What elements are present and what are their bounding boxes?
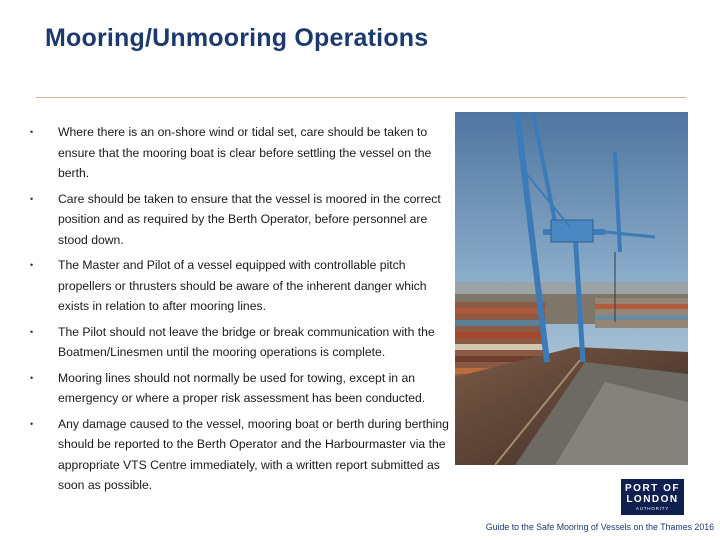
footer-caption: Guide to the Safe Mooring of Vessels on the Thames 2016 — [485, 522, 714, 532]
bullet-marker: • — [30, 326, 34, 337]
bullet-item — [30, 414, 450, 496]
bullet-item — [30, 368, 450, 409]
logo-line-1: PORT OF — [625, 483, 680, 494]
bullet-marker: • — [30, 260, 34, 270]
bullet-text: The Pilot should not leave the bridge or break communication with the Boatmen/Linesmen until the mooring operations is complete. — [58, 324, 435, 359]
bullet-list — [30, 122, 450, 501]
bullet-marker: • — [30, 418, 34, 429]
port-of-london-logo — [621, 479, 684, 515]
bullet-marker: • — [30, 193, 34, 204]
bullet-text: Any damage caused to the vessel, mooring boat or berth during berthing should be reported to the Berth Operator and the Harbourmaster via the appropriate VTS Centre immediately, with a written report submitted as soon as possible. — [58, 416, 449, 492]
bullet-text: The Master and Pilot of a vessel equipped with controllable pitch propellers or thrusters should be aware of the inherent danger which exists in relation to after mooring lines. — [58, 258, 427, 313]
logo-line-2: LONDON — [626, 494, 679, 505]
bullet-item — [30, 322, 450, 363]
slide-title: Mooring/Unmooring Operations — [45, 24, 429, 52]
bullet-text: Where there is an on-shore wind or tidal set, care should be taken to ensure that the mooring boat is clear before settling the vessel on the berth. — [58, 125, 432, 180]
bullet-item — [30, 122, 450, 184]
logo-line-3: AUTHORITY — [635, 506, 670, 511]
bullet-text: Mooring lines should not normally be used for towing, except in an emergency or where a proper risk assessment has been conducted. — [58, 370, 426, 405]
container-port-photo — [455, 112, 688, 465]
bullet-item — [30, 189, 450, 251]
crane-illustration — [455, 112, 688, 465]
bullet-item — [30, 255, 450, 317]
bullet-text: Care should be taken to ensure that the vessel is moored in the correct position and as required by the Berth Operator, before personnel are stood down. — [58, 191, 441, 247]
bullet-marker: • — [30, 127, 34, 137]
bullet-marker: • — [30, 372, 34, 383]
title-divider — [36, 97, 686, 98]
